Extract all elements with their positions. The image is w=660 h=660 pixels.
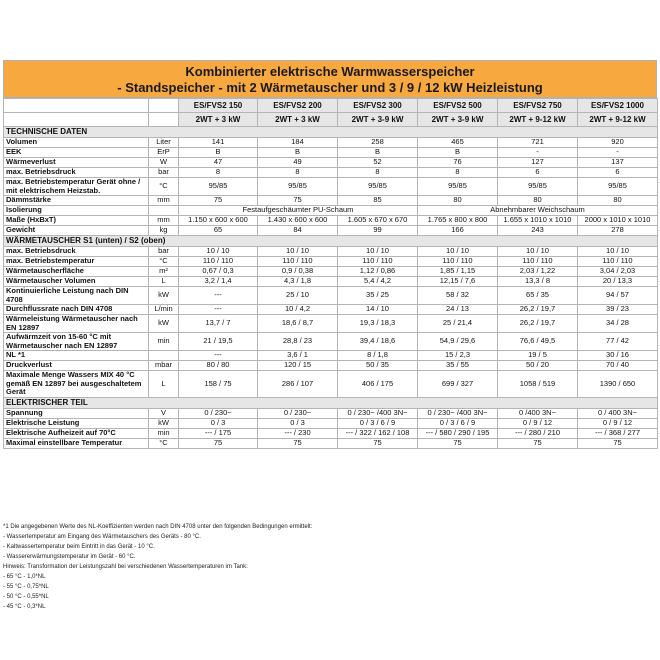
row-unit: min bbox=[149, 333, 179, 351]
table-row bbox=[4, 138, 658, 148]
cell-value: 4,3 / 1,8 bbox=[258, 277, 338, 287]
row-unit: bar bbox=[149, 247, 179, 257]
row-label: Spannung bbox=[4, 409, 149, 419]
row-unit bbox=[149, 206, 179, 216]
cell-value: 95/85 bbox=[338, 178, 418, 196]
cell-value: 137 bbox=[578, 158, 658, 168]
model-name: ES/FVS2 200 bbox=[258, 99, 338, 113]
footnote-line: - Wassertemperatur am Eingang des Wärmetauschers des Geräts - 80 °C. bbox=[3, 534, 201, 540]
cell-value: 28,8 / 23 bbox=[258, 333, 338, 351]
row-unit: °C bbox=[149, 257, 179, 267]
footnote-line: - 55 °C - 0,75*NL bbox=[3, 584, 49, 590]
cell-value: 0 / 3 / 6 / 9 bbox=[418, 419, 498, 429]
row-label: EEK bbox=[4, 148, 149, 158]
cell-value: 99 bbox=[338, 226, 418, 236]
row-unit: kW bbox=[149, 287, 179, 305]
row-unit: mbar bbox=[149, 361, 179, 371]
cell-value: 35 / 55 bbox=[418, 361, 498, 371]
row-unit: L/min bbox=[149, 305, 179, 315]
row-label: Dämmstärke bbox=[4, 196, 149, 206]
row-label: Wärmeleistung Wärmetauscher nach EN 12897 bbox=[4, 315, 149, 333]
cell-value: 77 / 42 bbox=[578, 333, 658, 351]
cell-value: 80 bbox=[418, 196, 498, 206]
row-label: max. Betriebstemperatur bbox=[4, 257, 149, 267]
cell-value: - bbox=[498, 148, 578, 158]
row-label: Volumen bbox=[4, 138, 149, 148]
model-variant: 2WT + 3-9 kW bbox=[418, 113, 498, 127]
model-variant: 2WT + 9-12 kW bbox=[578, 113, 658, 127]
cell-value: 184 bbox=[258, 138, 338, 148]
cell-value: 110 / 110 bbox=[498, 257, 578, 267]
cell-value: 15 / 2,3 bbox=[418, 351, 498, 361]
cell-value: - bbox=[578, 148, 658, 158]
cell-value: --- / 368 / 277 bbox=[578, 429, 658, 439]
cell-value: B bbox=[258, 148, 338, 158]
row-label: Elektrische Aufheizeit auf 70°C bbox=[4, 429, 149, 439]
cell-value: B bbox=[418, 148, 498, 158]
cell-value: 3,04 / 2,03 bbox=[578, 267, 658, 277]
cell-value: 75 bbox=[258, 196, 338, 206]
cell-value: 166 bbox=[418, 226, 498, 236]
footnote-line: - 65 °C - 1,0*NL bbox=[3, 574, 46, 580]
row-label: Wärmeverlust bbox=[4, 158, 149, 168]
row-label: max. Betriebstemperatur Gerät ohne / mit elektrischem Heizstab. bbox=[4, 178, 149, 196]
cell-value: 52 bbox=[338, 158, 418, 168]
footnote-line: - 50 °C - 0,55*NL bbox=[3, 594, 49, 600]
header-blank bbox=[149, 113, 179, 127]
cell-value: B bbox=[338, 148, 418, 158]
footnote-line: Hinweis: Transformation der Leistungszahl bei verschiedenen Wassertemperaturen im Tank: bbox=[3, 564, 248, 570]
cell-value: 5,4 / 4,2 bbox=[338, 277, 418, 287]
row-label: Kontinuierliche Leistung nach DIN 4708 bbox=[4, 287, 149, 305]
model-name: ES/FVS2 750 bbox=[498, 99, 578, 113]
spec-table-body bbox=[4, 99, 658, 449]
title-line-1: Kombinierter elektrische Warmwasserspeicher bbox=[185, 64, 475, 79]
footnote-line: - Wassererwärmungstemperatur im Gerät - 60 °C. bbox=[3, 554, 136, 560]
cell-value: 18,6 / 8,7 bbox=[258, 315, 338, 333]
cell-value: 75 bbox=[338, 439, 418, 449]
row-label: Durchflussrate nach DIN 4708 bbox=[4, 305, 149, 315]
insulation-pu: Festaufgeschäumter PU-Schaum bbox=[179, 206, 418, 216]
row-label: max. Betriebsdruck bbox=[4, 247, 149, 257]
cell-value: 0 /400 3N~ bbox=[498, 409, 578, 419]
cell-value: 110 / 110 bbox=[578, 257, 658, 267]
cell-value: 65 / 35 bbox=[498, 287, 578, 305]
row-unit: bar bbox=[149, 168, 179, 178]
cell-value: 35 / 25 bbox=[338, 287, 418, 305]
cell-value: 120 / 15 bbox=[258, 361, 338, 371]
row-unit: L bbox=[149, 277, 179, 287]
model-header-row bbox=[4, 99, 658, 113]
table-row bbox=[4, 206, 658, 216]
cell-value: 75 bbox=[179, 439, 258, 449]
cell-value: 25 / 10 bbox=[258, 287, 338, 305]
row-unit: kg bbox=[149, 226, 179, 236]
cell-value: 30 / 16 bbox=[578, 351, 658, 361]
cell-value: 13,7 / 7 bbox=[179, 315, 258, 333]
cell-value: 8 bbox=[418, 168, 498, 178]
section-heading: WÄRMETAUSCHER S1 (unten) / S2 (oben) bbox=[4, 236, 658, 247]
row-unit: V bbox=[149, 409, 179, 419]
cell-value: --- / 230 bbox=[258, 429, 338, 439]
cell-value: 0 / 230~ bbox=[179, 409, 258, 419]
title-line-2: - Standspeicher - mit 2 Wärmetauscher und 3 / 9 / 12 kW Heizleistung bbox=[117, 80, 543, 95]
cell-value: 50 / 35 bbox=[338, 361, 418, 371]
table-row bbox=[4, 178, 658, 196]
cell-value: --- bbox=[179, 305, 258, 315]
cell-value: 21 / 19,5 bbox=[179, 333, 258, 351]
section-row bbox=[4, 236, 658, 247]
cell-value: 54,9 / 29,6 bbox=[418, 333, 498, 351]
cell-value: 34 / 28 bbox=[578, 315, 658, 333]
table-row bbox=[4, 361, 658, 371]
model-subheader-row bbox=[4, 113, 658, 127]
cell-value: 1,12 / 0,86 bbox=[338, 267, 418, 277]
cell-value: 10 / 10 bbox=[498, 247, 578, 257]
cell-value: 75 bbox=[498, 439, 578, 449]
cell-value: 95/85 bbox=[578, 178, 658, 196]
cell-value: 2,03 / 1,22 bbox=[498, 267, 578, 277]
cell-value: 0 / 9 / 12 bbox=[578, 419, 658, 429]
header-blank bbox=[149, 99, 179, 113]
cell-value: 0 / 3 bbox=[258, 419, 338, 429]
model-variant: 2WT + 3 kW bbox=[179, 113, 258, 127]
cell-value: --- bbox=[179, 351, 258, 361]
row-label: Maße (HxBxT) bbox=[4, 216, 149, 226]
cell-value: 6 bbox=[498, 168, 578, 178]
row-unit: mm bbox=[149, 196, 179, 206]
cell-value: 49 bbox=[258, 158, 338, 168]
row-unit: kW bbox=[149, 419, 179, 429]
cell-value: 110 / 110 bbox=[418, 257, 498, 267]
row-unit: kW bbox=[149, 315, 179, 333]
cell-value: 10 / 4,2 bbox=[258, 305, 338, 315]
cell-value: 47 bbox=[179, 158, 258, 168]
table-row bbox=[4, 168, 658, 178]
section-heading: TECHNISCHE DATEN bbox=[4, 127, 658, 138]
cell-value: 1390 / 650 bbox=[578, 371, 658, 398]
model-variant: 2WT + 3 kW bbox=[258, 113, 338, 127]
footnote-line: *1 Die angegebenen Werte des NL-Koeffizienten werden nach DIN 4708 unter den folgenden Bedingungen ermittelt: bbox=[3, 524, 313, 530]
table-row bbox=[4, 277, 658, 287]
row-unit: min bbox=[149, 429, 179, 439]
cell-value: 243 bbox=[498, 226, 578, 236]
cell-value: B bbox=[179, 148, 258, 158]
header-blank bbox=[4, 99, 149, 113]
table-row bbox=[4, 351, 658, 361]
cell-value: 1.655 x 1010 x 1010 bbox=[498, 216, 578, 226]
table-row bbox=[4, 148, 658, 158]
table-row bbox=[4, 226, 658, 236]
cell-value: 141 bbox=[179, 138, 258, 148]
row-unit: mm bbox=[149, 216, 179, 226]
table-row bbox=[4, 419, 658, 429]
cell-value: --- / 322 / 162 / 108 bbox=[338, 429, 418, 439]
cell-value: 465 bbox=[418, 138, 498, 148]
cell-value: --- / 280 / 210 bbox=[498, 429, 578, 439]
cell-value: 10 / 10 bbox=[258, 247, 338, 257]
cell-value: 26,2 / 19,7 bbox=[498, 305, 578, 315]
cell-value: 110 / 110 bbox=[179, 257, 258, 267]
cell-value: 406 / 175 bbox=[338, 371, 418, 398]
model-name: ES/FVS2 300 bbox=[338, 99, 418, 113]
row-label: Druckverlust bbox=[4, 361, 149, 371]
table-row bbox=[4, 409, 658, 419]
cell-value: 20 / 13,3 bbox=[578, 277, 658, 287]
cell-value: 94 / 57 bbox=[578, 287, 658, 305]
section-heading: ELEKTRISCHER TEIL bbox=[4, 398, 658, 409]
cell-value: 84 bbox=[258, 226, 338, 236]
cell-value: 39,4 / 18,6 bbox=[338, 333, 418, 351]
insulation-soft: Abnehmbarer Weichschaum bbox=[418, 206, 658, 216]
cell-value: --- / 175 bbox=[179, 429, 258, 439]
cell-value: 8 bbox=[179, 168, 258, 178]
footnote-line: - Kaltwassertemperatur beim Eintritt in das Gerät - 10 °C. bbox=[3, 544, 155, 550]
table-row bbox=[4, 196, 658, 206]
row-label: Aufwärmzeit von 15-60 °C mit Wärmetauscher nach EN 12897 bbox=[4, 333, 149, 351]
row-unit: W bbox=[149, 158, 179, 168]
cell-value: 278 bbox=[578, 226, 658, 236]
cell-value: 95/85 bbox=[498, 178, 578, 196]
cell-value: 0,67 / 0,3 bbox=[179, 267, 258, 277]
cell-value: 258 bbox=[338, 138, 418, 148]
row-label: Wärmetauscher Volumen bbox=[4, 277, 149, 287]
cell-value: 76 bbox=[418, 158, 498, 168]
cell-value: 721 bbox=[498, 138, 578, 148]
row-label: max. Betriebsdruck bbox=[4, 168, 149, 178]
cell-value: 8 / 1,8 bbox=[338, 351, 418, 361]
header-blank bbox=[4, 113, 149, 127]
cell-value: 1,85 / 1,15 bbox=[418, 267, 498, 277]
cell-value: --- / 580 / 290 / 195 bbox=[418, 429, 498, 439]
cell-value: 699 / 327 bbox=[418, 371, 498, 398]
cell-value: 80 bbox=[498, 196, 578, 206]
cell-value: 0 / 230~ /400 3N~ bbox=[418, 409, 498, 419]
cell-value: 75 bbox=[418, 439, 498, 449]
model-variant: 2WT + 3-9 kW bbox=[338, 113, 418, 127]
cell-value: 76,6 / 49,5 bbox=[498, 333, 578, 351]
table-row bbox=[4, 333, 658, 351]
cell-value: 10 / 10 bbox=[338, 247, 418, 257]
cell-value: 127 bbox=[498, 158, 578, 168]
cell-value: 6 bbox=[578, 168, 658, 178]
cell-value: 10 / 10 bbox=[179, 247, 258, 257]
cell-value: 58 / 32 bbox=[418, 287, 498, 305]
cell-value: 920 bbox=[578, 138, 658, 148]
cell-value: 0 / 3 / 6 / 9 bbox=[338, 419, 418, 429]
row-unit: ErP bbox=[149, 148, 179, 158]
cell-value: 39 / 23 bbox=[578, 305, 658, 315]
cell-value: 8 bbox=[258, 168, 338, 178]
cell-value: 13,3 / 8 bbox=[498, 277, 578, 287]
cell-value: 1.150 x 600 x 600 bbox=[179, 216, 258, 226]
cell-value: 75 bbox=[258, 439, 338, 449]
row-label: Gewicht bbox=[4, 226, 149, 236]
cell-value: 3,2 / 1,4 bbox=[179, 277, 258, 287]
cell-value: 1.430 x 600 x 600 bbox=[258, 216, 338, 226]
model-name: ES/FVS2 150 bbox=[179, 99, 258, 113]
table-row bbox=[4, 257, 658, 267]
row-label: Isolierung bbox=[4, 206, 149, 216]
cell-value: 10 / 10 bbox=[418, 247, 498, 257]
cell-value: 1.765 x 800 x 800 bbox=[418, 216, 498, 226]
cell-value: 0 / 400 3N~ bbox=[578, 409, 658, 419]
table-row bbox=[4, 315, 658, 333]
cell-value: 25 / 21,4 bbox=[418, 315, 498, 333]
footnotes bbox=[3, 522, 657, 612]
cell-value: 75 bbox=[578, 439, 658, 449]
table-row bbox=[4, 247, 658, 257]
cell-value: 110 / 110 bbox=[258, 257, 338, 267]
cell-value: 158 / 75 bbox=[179, 371, 258, 398]
title-banner bbox=[3, 60, 657, 98]
row-unit: °C bbox=[149, 439, 179, 449]
cell-value: 0 / 9 / 12 bbox=[498, 419, 578, 429]
row-label: NL *1 bbox=[4, 351, 149, 361]
cell-value: 65 bbox=[179, 226, 258, 236]
cell-value: 12,15 / 7,6 bbox=[418, 277, 498, 287]
cell-value: --- bbox=[179, 287, 258, 305]
section-row bbox=[4, 127, 658, 138]
cell-value: 8 bbox=[338, 168, 418, 178]
cell-value: 26,2 / 19,7 bbox=[498, 315, 578, 333]
cell-value: 50 / 20 bbox=[498, 361, 578, 371]
cell-value: 110 / 110 bbox=[338, 257, 418, 267]
footnote-line: - 45 °C - 0,3*NL bbox=[3, 604, 46, 610]
section-row bbox=[4, 398, 658, 409]
cell-value: 24 / 13 bbox=[418, 305, 498, 315]
cell-value: 3,6 / 1 bbox=[258, 351, 338, 361]
row-label: Elektrische Leistung bbox=[4, 419, 149, 429]
table-row bbox=[4, 429, 658, 439]
cell-value: 95/85 bbox=[179, 178, 258, 196]
cell-value: 0,9 / 0,38 bbox=[258, 267, 338, 277]
row-unit bbox=[149, 351, 179, 361]
table-row bbox=[4, 287, 658, 305]
row-label: Maximale Menge Wassers MIX 40 °C gemäß EN 12897 bei ausgeschaltetem Gerät bbox=[4, 371, 149, 398]
row-unit: Liter bbox=[149, 138, 179, 148]
row-unit: L bbox=[149, 371, 179, 398]
spec-table bbox=[3, 98, 658, 449]
model-variant: 2WT + 9-12 kW bbox=[498, 113, 578, 127]
cell-value: 1.605 x 670 x 670 bbox=[338, 216, 418, 226]
table-row bbox=[4, 305, 658, 315]
cell-value: 14 / 10 bbox=[338, 305, 418, 315]
cell-value: 0 / 3 bbox=[179, 419, 258, 429]
cell-value: 286 / 107 bbox=[258, 371, 338, 398]
cell-value: 10 / 10 bbox=[578, 247, 658, 257]
cell-value: 0 / 230~ /400 3N~ bbox=[338, 409, 418, 419]
cell-value: 2000 x 1010 x 1010 bbox=[578, 216, 658, 226]
table-row bbox=[4, 158, 658, 168]
table-row bbox=[4, 371, 658, 398]
cell-value: 75 bbox=[179, 196, 258, 206]
cell-value: 19 / 5 bbox=[498, 351, 578, 361]
table-row bbox=[4, 267, 658, 277]
cell-value: 80 / 80 bbox=[179, 361, 258, 371]
row-unit: m² bbox=[149, 267, 179, 277]
cell-value: 95/85 bbox=[418, 178, 498, 196]
row-label: Wärmetauscherfläche bbox=[4, 267, 149, 277]
table-row bbox=[4, 439, 658, 449]
cell-value: 70 / 40 bbox=[578, 361, 658, 371]
cell-value: 95/85 bbox=[258, 178, 338, 196]
cell-value: 85 bbox=[338, 196, 418, 206]
model-name: ES/FVS2 500 bbox=[418, 99, 498, 113]
cell-value: 0 / 230~ bbox=[258, 409, 338, 419]
row-label: Maximal einstellbare Temperatur bbox=[4, 439, 149, 449]
table-row bbox=[4, 216, 658, 226]
cell-value: 80 bbox=[578, 196, 658, 206]
model-name: ES/FVS2 1000 bbox=[578, 99, 658, 113]
row-unit: °C bbox=[149, 178, 179, 196]
cell-value: 1058 / 519 bbox=[498, 371, 578, 398]
cell-value: 19,3 / 18,3 bbox=[338, 315, 418, 333]
